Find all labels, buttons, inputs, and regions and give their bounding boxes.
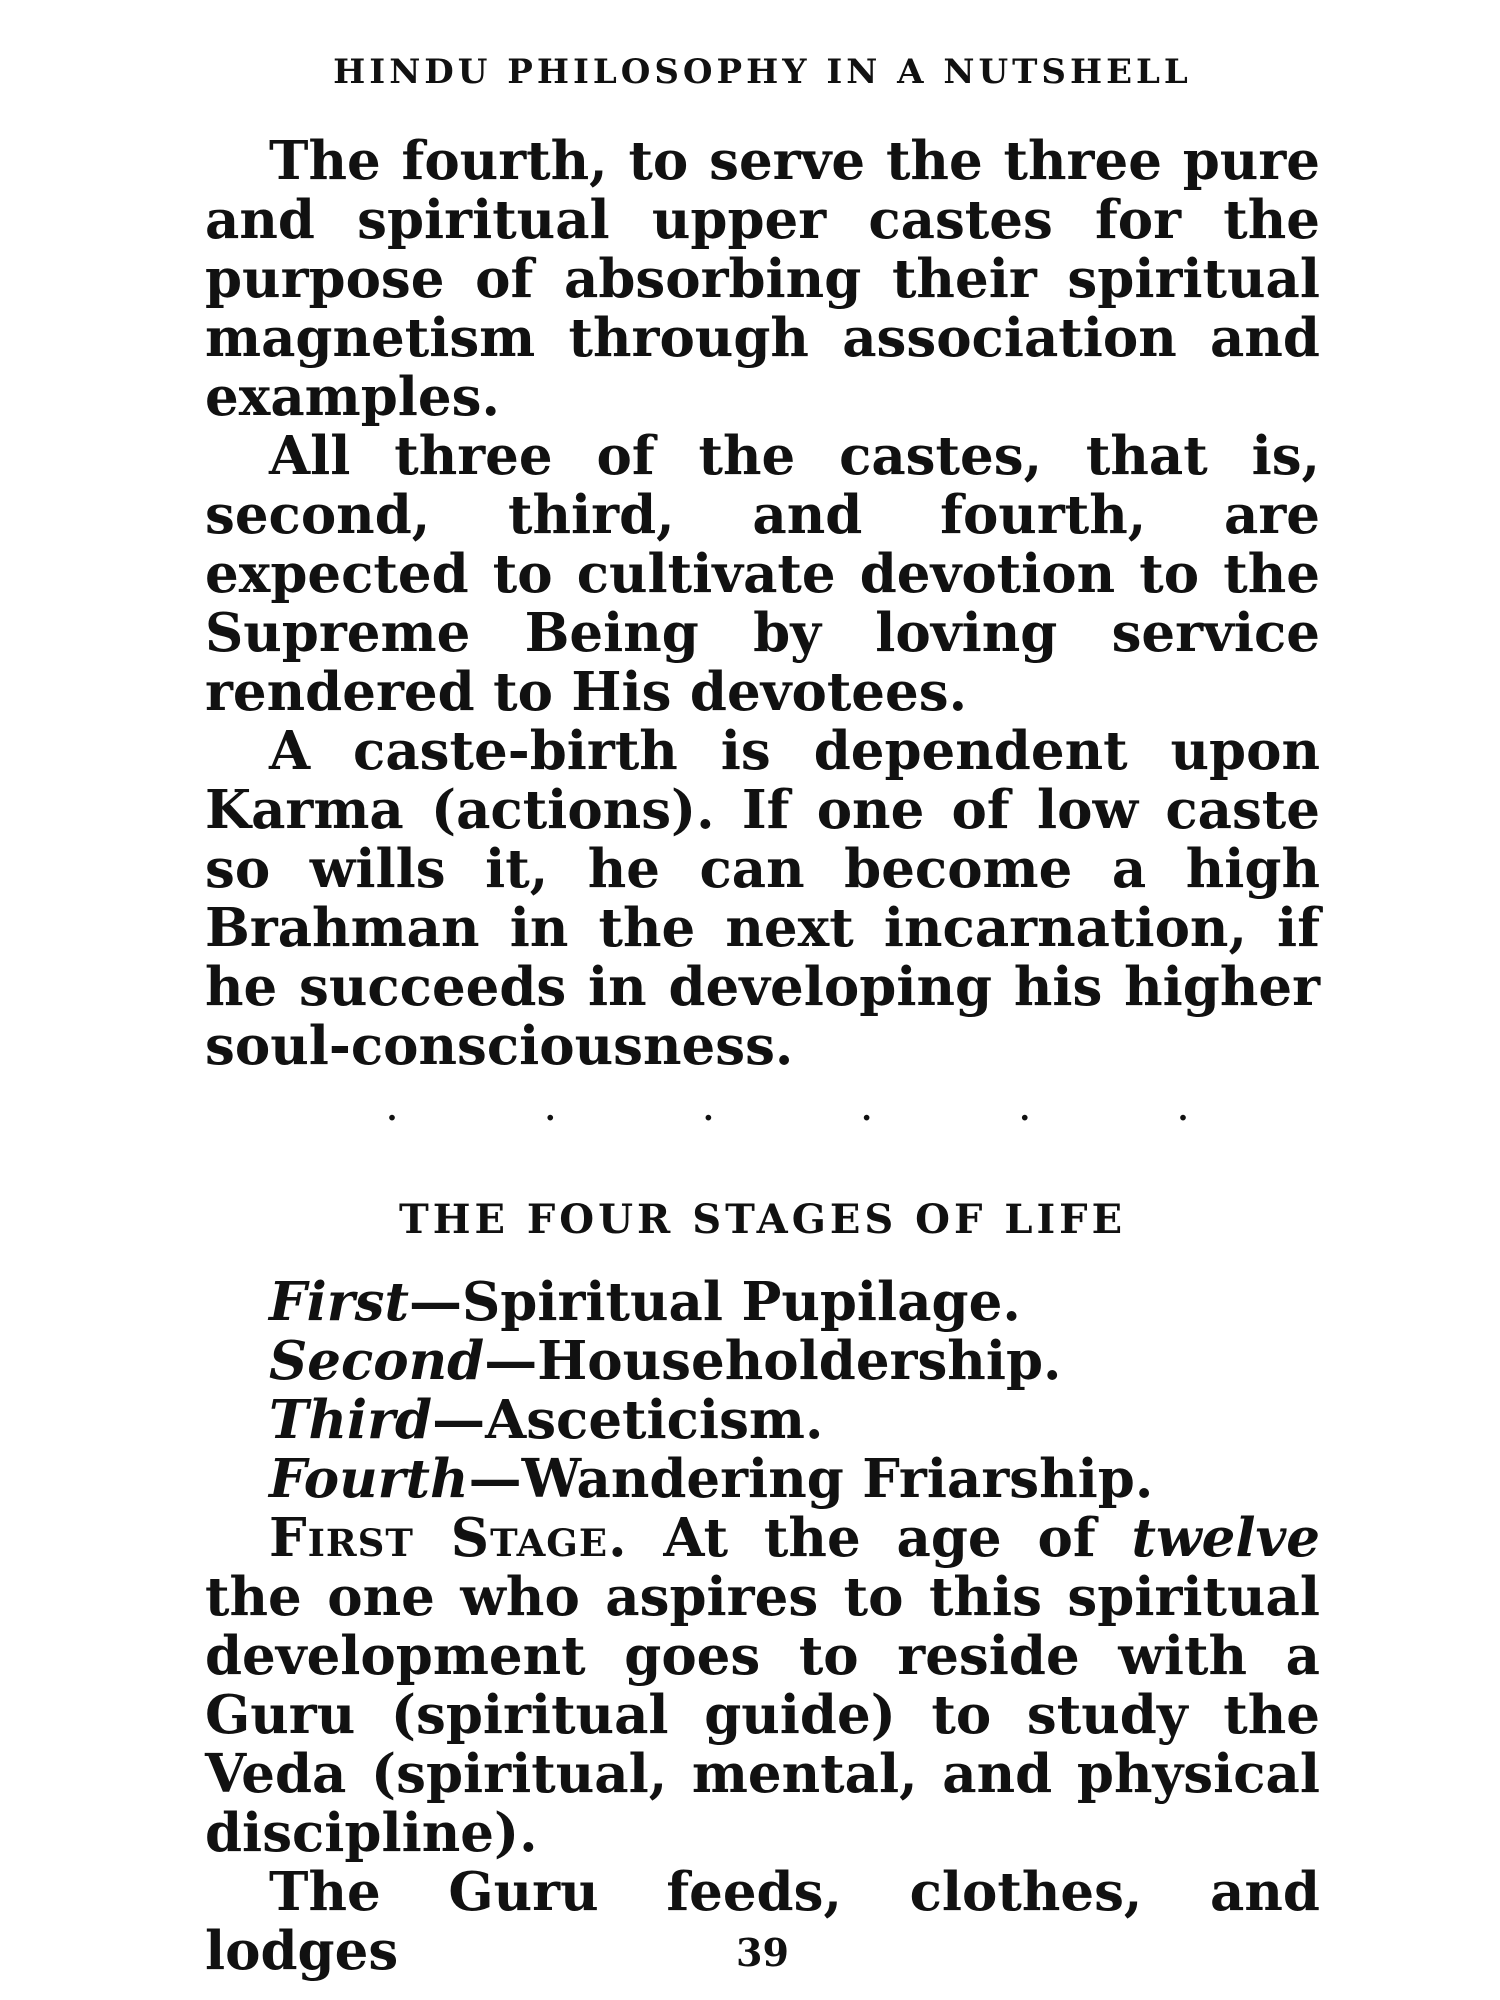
ellipsis-dot: . bbox=[701, 1080, 716, 1131]
first-stage-label: First Stage. bbox=[269, 1507, 628, 1569]
running-head: HINDU PHILOSOPHY IN A NUTSHELL bbox=[333, 52, 1192, 92]
ellipsis-dot: . bbox=[385, 1080, 399, 1131]
stage-dash: — bbox=[484, 1330, 538, 1392]
section-heading: THE FOUR STAGES OF LIFE bbox=[398, 1196, 1127, 1243]
first-stage-age: twelve bbox=[1131, 1507, 1320, 1569]
ellipsis-dot: . bbox=[1017, 1080, 1032, 1131]
paragraph-first-stage bbox=[205, 1509, 1320, 1863]
stage-description: Householdership. bbox=[537, 1330, 1062, 1392]
ellipsis-dot: . bbox=[543, 1080, 558, 1131]
first-stage-text-a: At the age of bbox=[627, 1507, 1132, 1569]
stage-line-third bbox=[205, 1391, 1320, 1450]
book-page bbox=[205, 40, 1320, 1980]
stage-line-fourth bbox=[205, 1450, 1320, 1509]
stage-dash: — bbox=[432, 1389, 486, 1451]
stage-term: Fourth bbox=[269, 1448, 469, 1510]
stage-line-second bbox=[205, 1332, 1320, 1391]
paragraph-guru: The Guru feeds, clothes, and lodges bbox=[205, 1861, 1320, 1982]
paragraph-caste-birth: A caste-birth is dependent upon Karma (actions). If one of low caste so wills it, he can become a high Brahman in the next incarnation, if he succeeds in developing his higher soul-consciousness. bbox=[205, 720, 1320, 1077]
stage-description: Asceticism. bbox=[485, 1389, 824, 1451]
page-number: 39 bbox=[736, 1930, 789, 1975]
ellipsis-dot: . bbox=[859, 1080, 874, 1131]
stage-term: First bbox=[269, 1271, 410, 1333]
stage-description: Wandering Friarship. bbox=[521, 1448, 1154, 1510]
stage-description: Spiritual Pupilage. bbox=[462, 1271, 1021, 1333]
stage-dash: — bbox=[468, 1448, 522, 1510]
first-stage-text-b: the one who aspires to this spiritual development goes to reside with a Guru (spiritual guide) to study the Veda (spiritual, mental, and physical discipline). bbox=[205, 1566, 1320, 1864]
stage-term: Second bbox=[269, 1330, 485, 1392]
ellipsis-separator bbox=[205, 1080, 1320, 1131]
stage-term: Third bbox=[269, 1389, 433, 1451]
paragraph-fourth-caste: The fourth, to serve the three pure and spiritual upper castes for the purpose of absorbing their spiritual magnetism through association and examples. bbox=[205, 130, 1320, 428]
stage-line-first bbox=[205, 1273, 1320, 1332]
stage-dash: — bbox=[409, 1271, 463, 1333]
paragraph-three-castes: All three of the castes, that is, second, third, and fourth, are expected to cultivate devotion to the Supreme Being by loving service rendered to His devotees. bbox=[205, 425, 1320, 723]
ellipsis-dot: . bbox=[1175, 1080, 1190, 1131]
